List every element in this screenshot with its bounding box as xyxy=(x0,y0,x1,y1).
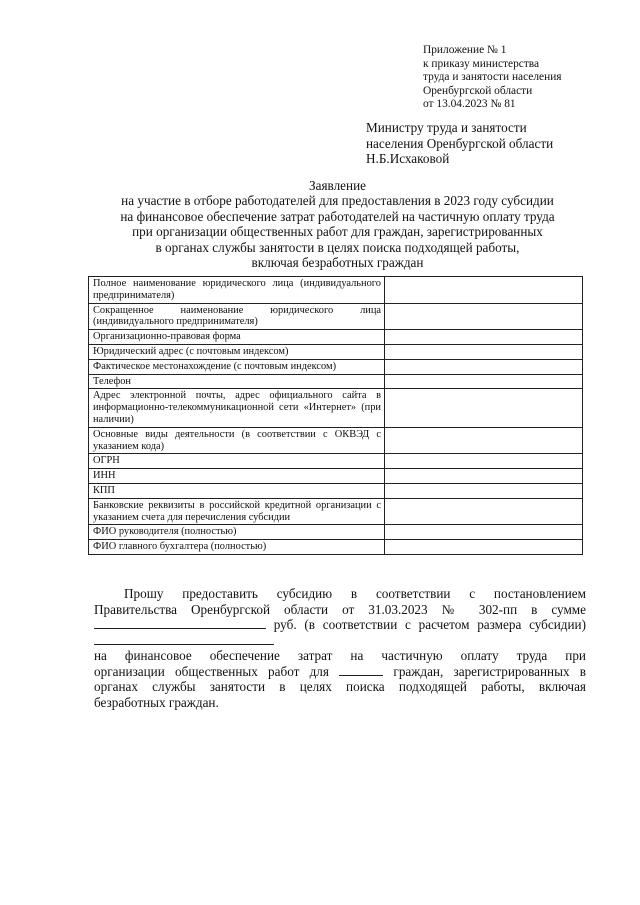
title-line: в органах службы занятости в целях поиска подходящей работы, xyxy=(155,239,520,255)
request-line: Прошу предоставить субсидию в соответствии с постановлением xyxy=(124,586,586,601)
request-line: органах службы занятости в целях поиска подходящей работы, включая xyxy=(94,679,586,694)
appendix-line: к приказу министерства xyxy=(423,57,540,70)
table-row xyxy=(89,483,583,498)
appendix-line: Приложение № 1 xyxy=(423,44,507,56)
table-row xyxy=(89,344,583,359)
table-row xyxy=(89,469,583,484)
title-line: при организации общественных работ для граждан, зарегистрированных xyxy=(132,224,543,240)
request-line-text: граждан, зарегистрированных в xyxy=(393,663,587,679)
table-row xyxy=(89,540,583,555)
table-row xyxy=(89,454,583,469)
row-value-field[interactable] xyxy=(385,303,583,330)
row-value-field[interactable] xyxy=(385,389,583,427)
title-line: на участие в отборе работодателей для предоставления в 2023 году субсидии xyxy=(121,193,554,209)
table-row xyxy=(89,359,583,374)
row-label: Адрес электронной почты, адрес официального сайта в информационно-телекоммуникационной сети «Интернет» (при наличии) xyxy=(89,389,385,427)
row-value-field[interactable] xyxy=(385,344,583,359)
request-line: Правительства Оренбургской области от 31.03.2023 № 302-пп в сумме xyxy=(94,601,586,617)
table-row xyxy=(89,427,583,454)
table-row xyxy=(89,389,583,427)
row-label: Сокращенное наименование юридического лица (индивидуального предпринимателя) xyxy=(89,303,385,330)
request-line-count xyxy=(94,664,586,680)
request-paragraph xyxy=(94,586,586,710)
row-label: Фактическое местонахождение (с почтовым индексом) xyxy=(89,359,385,374)
document-title xyxy=(60,178,615,270)
applicant-info-table xyxy=(88,276,583,555)
request-line-text: организации общественных работ для xyxy=(94,663,329,679)
row-label: Полное наименование юридического лица (индивидуального предпринимателя) xyxy=(89,277,385,304)
addressee-line: Н.Б.Исхаковой xyxy=(366,151,450,166)
row-value-field[interactable] xyxy=(385,540,583,555)
row-label: Организационно-правовая форма xyxy=(89,330,385,345)
row-label: ФИО главного бухгалтера (полностью) xyxy=(89,540,385,555)
row-label: ОГРН xyxy=(89,454,385,469)
citizens-count-blank-field[interactable] xyxy=(339,664,383,676)
amount-blank-field[interactable] xyxy=(94,617,266,629)
addressee-block xyxy=(366,120,626,167)
row-value-field[interactable] xyxy=(385,483,583,498)
row-value-field[interactable] xyxy=(385,469,583,484)
row-value-field[interactable] xyxy=(385,525,583,540)
title-line: включая безработных граждан xyxy=(251,255,424,271)
addressee-line: населения Оренбургской области xyxy=(366,135,554,151)
addressee-line: Министру труда и занятости xyxy=(366,120,527,135)
appendix-line: Оренбургской области xyxy=(423,84,533,97)
request-line-amount xyxy=(94,617,586,633)
table-row xyxy=(89,498,583,525)
table-row xyxy=(89,303,583,330)
title-line: на финансовое обеспечение затрат работодателей на частичную оплату труда xyxy=(120,208,555,224)
row-label: Основные виды деятельности (в соответствии с ОКВЭД с указанием кода) xyxy=(89,427,385,454)
row-label: Телефон xyxy=(89,374,385,389)
row-label: КПП xyxy=(89,483,385,498)
appendix-reference xyxy=(423,44,623,112)
row-value-field[interactable] xyxy=(385,374,583,389)
table-row xyxy=(89,525,583,540)
appendix-line: от 13.04.2023 № 81 xyxy=(423,98,516,111)
row-label: ИНН xyxy=(89,469,385,484)
table-row xyxy=(89,374,583,389)
row-value-field[interactable] xyxy=(385,277,583,304)
row-value-field[interactable] xyxy=(385,427,583,454)
table-row xyxy=(89,330,583,345)
row-label: Банковские реквизиты в российской кредитной организации с указанием счета для перечисления субсидии xyxy=(89,498,385,525)
row-value-field[interactable] xyxy=(385,498,583,525)
row-value-field[interactable] xyxy=(385,454,583,469)
row-value-field[interactable] xyxy=(385,359,583,374)
table-row xyxy=(89,277,583,304)
appendix-line: труда и занятости населения xyxy=(423,71,562,84)
row-value-field[interactable] xyxy=(385,330,583,345)
request-line: на финансовое обеспечение затрат на частичную оплату труда при xyxy=(94,648,586,663)
request-line-text: руб. (в соответствии с расчетом размера субсидии) xyxy=(273,617,586,632)
row-label: ФИО руководителя (полностью) xyxy=(89,525,385,540)
request-line xyxy=(94,633,586,649)
amount-continuation-blank-field[interactable] xyxy=(94,633,274,645)
request-line: безработных граждан. xyxy=(94,694,219,710)
document-heading: Заявление xyxy=(309,178,366,193)
row-label: Юридический адрес (с почтовым индексом) xyxy=(89,344,385,359)
